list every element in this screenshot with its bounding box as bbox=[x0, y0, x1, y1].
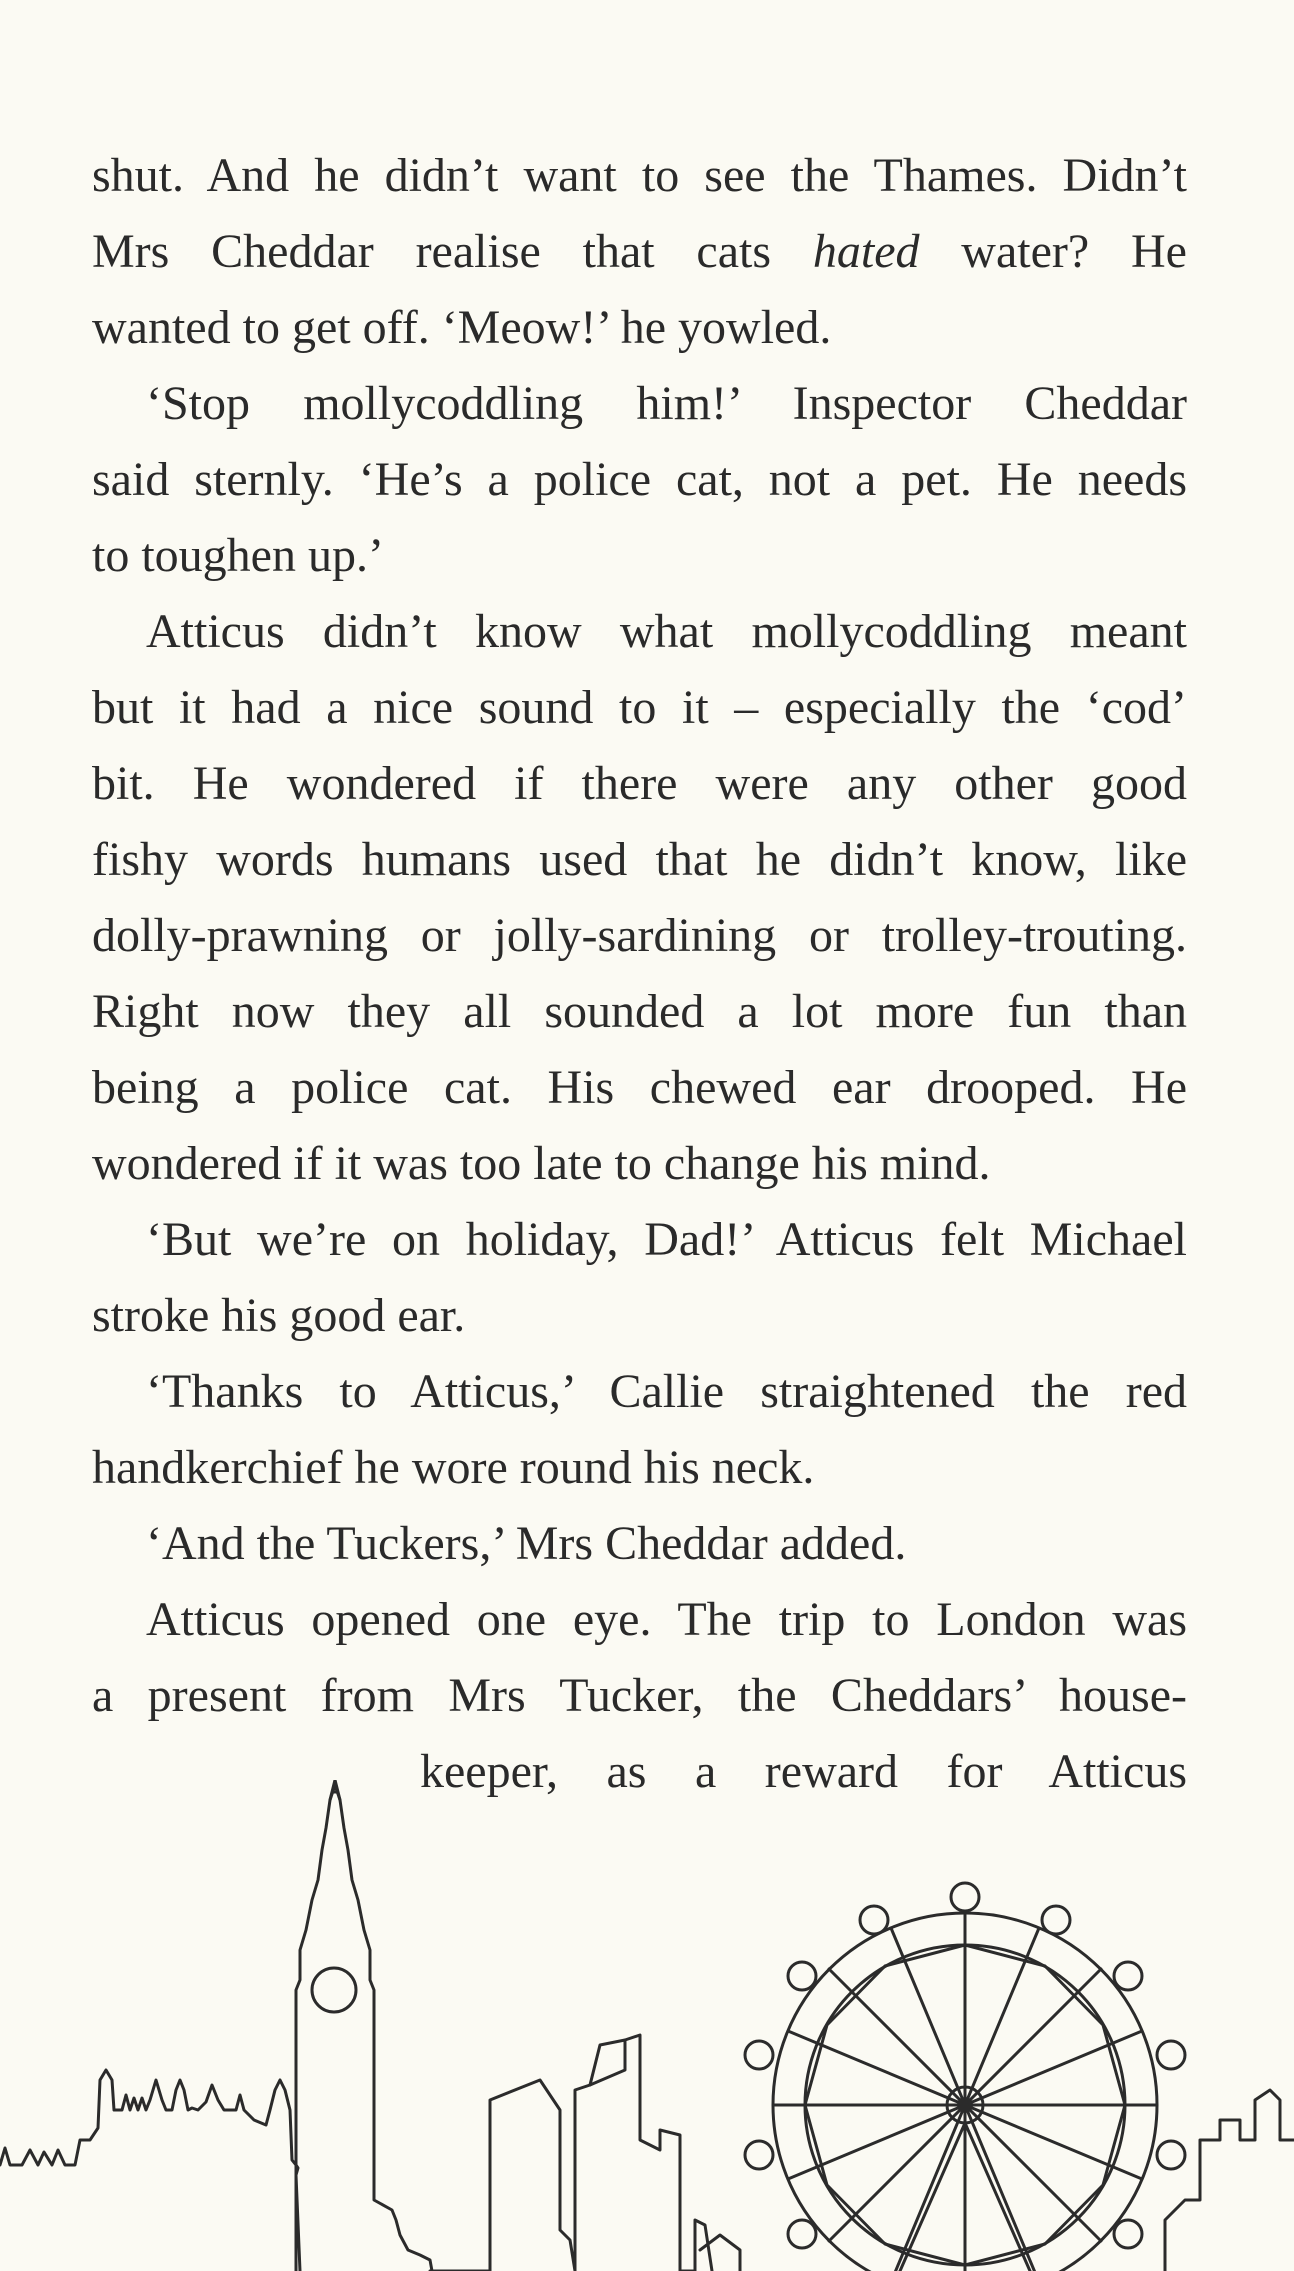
text-segment: being a police cat. His chewed ear drooped. He bbox=[92, 1061, 1187, 1114]
text-line bbox=[92, 746, 1187, 822]
text-segment: said sternly. ‘He’s a police cat, not a pet. He needs bbox=[92, 453, 1187, 506]
text-segment: bit. He wondered if there were any other good bbox=[92, 757, 1187, 810]
text-line bbox=[92, 366, 1187, 442]
text-segment: handkerchief he wore round his neck. bbox=[92, 1441, 815, 1494]
text-segment: dolly-prawning or jolly-sardining or trolley-trouting. bbox=[92, 909, 1187, 962]
clock-face bbox=[312, 1968, 356, 2012]
text-line bbox=[92, 214, 1187, 290]
text-line bbox=[92, 518, 1187, 594]
text-segment: but it had a nice sound to it – especially the ‘cod’ bbox=[92, 681, 1187, 734]
text-segment: Right now they all sounded a lot more fun than bbox=[92, 985, 1187, 1038]
text-segment: ‘But we’re on holiday, Dad!’ Atticus felt Michael bbox=[146, 1213, 1187, 1266]
text-segment: to toughen up.’ bbox=[92, 529, 384, 582]
text-line bbox=[92, 1050, 1187, 1126]
text-segment: ‘Thanks to Atticus,’ Callie straightened the red bbox=[146, 1365, 1187, 1418]
text-segment: shut. And he didn’t want to see the Thames. Didn’t bbox=[92, 149, 1187, 202]
text-line bbox=[92, 442, 1187, 518]
parliament-outline bbox=[0, 2070, 300, 2271]
text-line bbox=[92, 670, 1187, 746]
text-segment: a present from Mrs Tucker, the Cheddars’ house- bbox=[92, 1669, 1187, 1722]
text-line bbox=[92, 1126, 1187, 1202]
text-segment: stroke his good ear. bbox=[92, 1289, 466, 1342]
body-text bbox=[92, 138, 1187, 1810]
text-line bbox=[92, 1278, 1187, 1354]
italic-word: hated bbox=[812, 225, 920, 278]
text-line bbox=[92, 290, 1187, 366]
text-segment: Mrs Cheddar realise that cats bbox=[92, 225, 813, 278]
text-segment: Atticus opened one eye. The trip to London was bbox=[146, 1593, 1187, 1646]
london-skyline-icon bbox=[0, 1780, 1294, 2271]
text-segment: Atticus didn’t know what mollycoddling meant bbox=[146, 605, 1187, 658]
london-eye-icon bbox=[745, 1883, 1185, 2271]
text-segment: keeper, as a reward for Atticus bbox=[420, 1745, 1187, 1798]
text-segment: fishy words humans used that he didn’t know, like bbox=[92, 833, 1187, 886]
text-line bbox=[92, 898, 1187, 974]
text-segment: water? He bbox=[919, 225, 1187, 278]
text-line bbox=[92, 1506, 1187, 1582]
big-ben-spire bbox=[330, 1780, 340, 1800]
text-line bbox=[92, 1430, 1187, 1506]
text-line bbox=[92, 974, 1187, 1050]
text-line bbox=[92, 138, 1187, 214]
text-segment: wondered if it was too late to change his mind. bbox=[92, 1137, 991, 1190]
text-line bbox=[92, 1354, 1187, 1430]
right-buildings-outline bbox=[1165, 2090, 1294, 2271]
skyline-drawing bbox=[0, 1780, 1294, 2271]
text-line bbox=[92, 822, 1187, 898]
text-line bbox=[92, 594, 1187, 670]
big-ben-outline bbox=[296, 1785, 432, 2271]
text-line bbox=[92, 1202, 1187, 1278]
text-segment: wanted to get off. ‘Meow!’ he yowled. bbox=[92, 301, 832, 354]
text-line bbox=[92, 1658, 1187, 1734]
text-line bbox=[92, 1582, 1187, 1658]
text-segment: ‘And the Tuckers,’ Mrs Cheddar added. bbox=[146, 1517, 907, 1570]
midtown-buildings-outline bbox=[430, 2035, 712, 2271]
text-segment: ‘Stop mollycoddling him!’ Inspector Cheddar bbox=[146, 377, 1187, 430]
